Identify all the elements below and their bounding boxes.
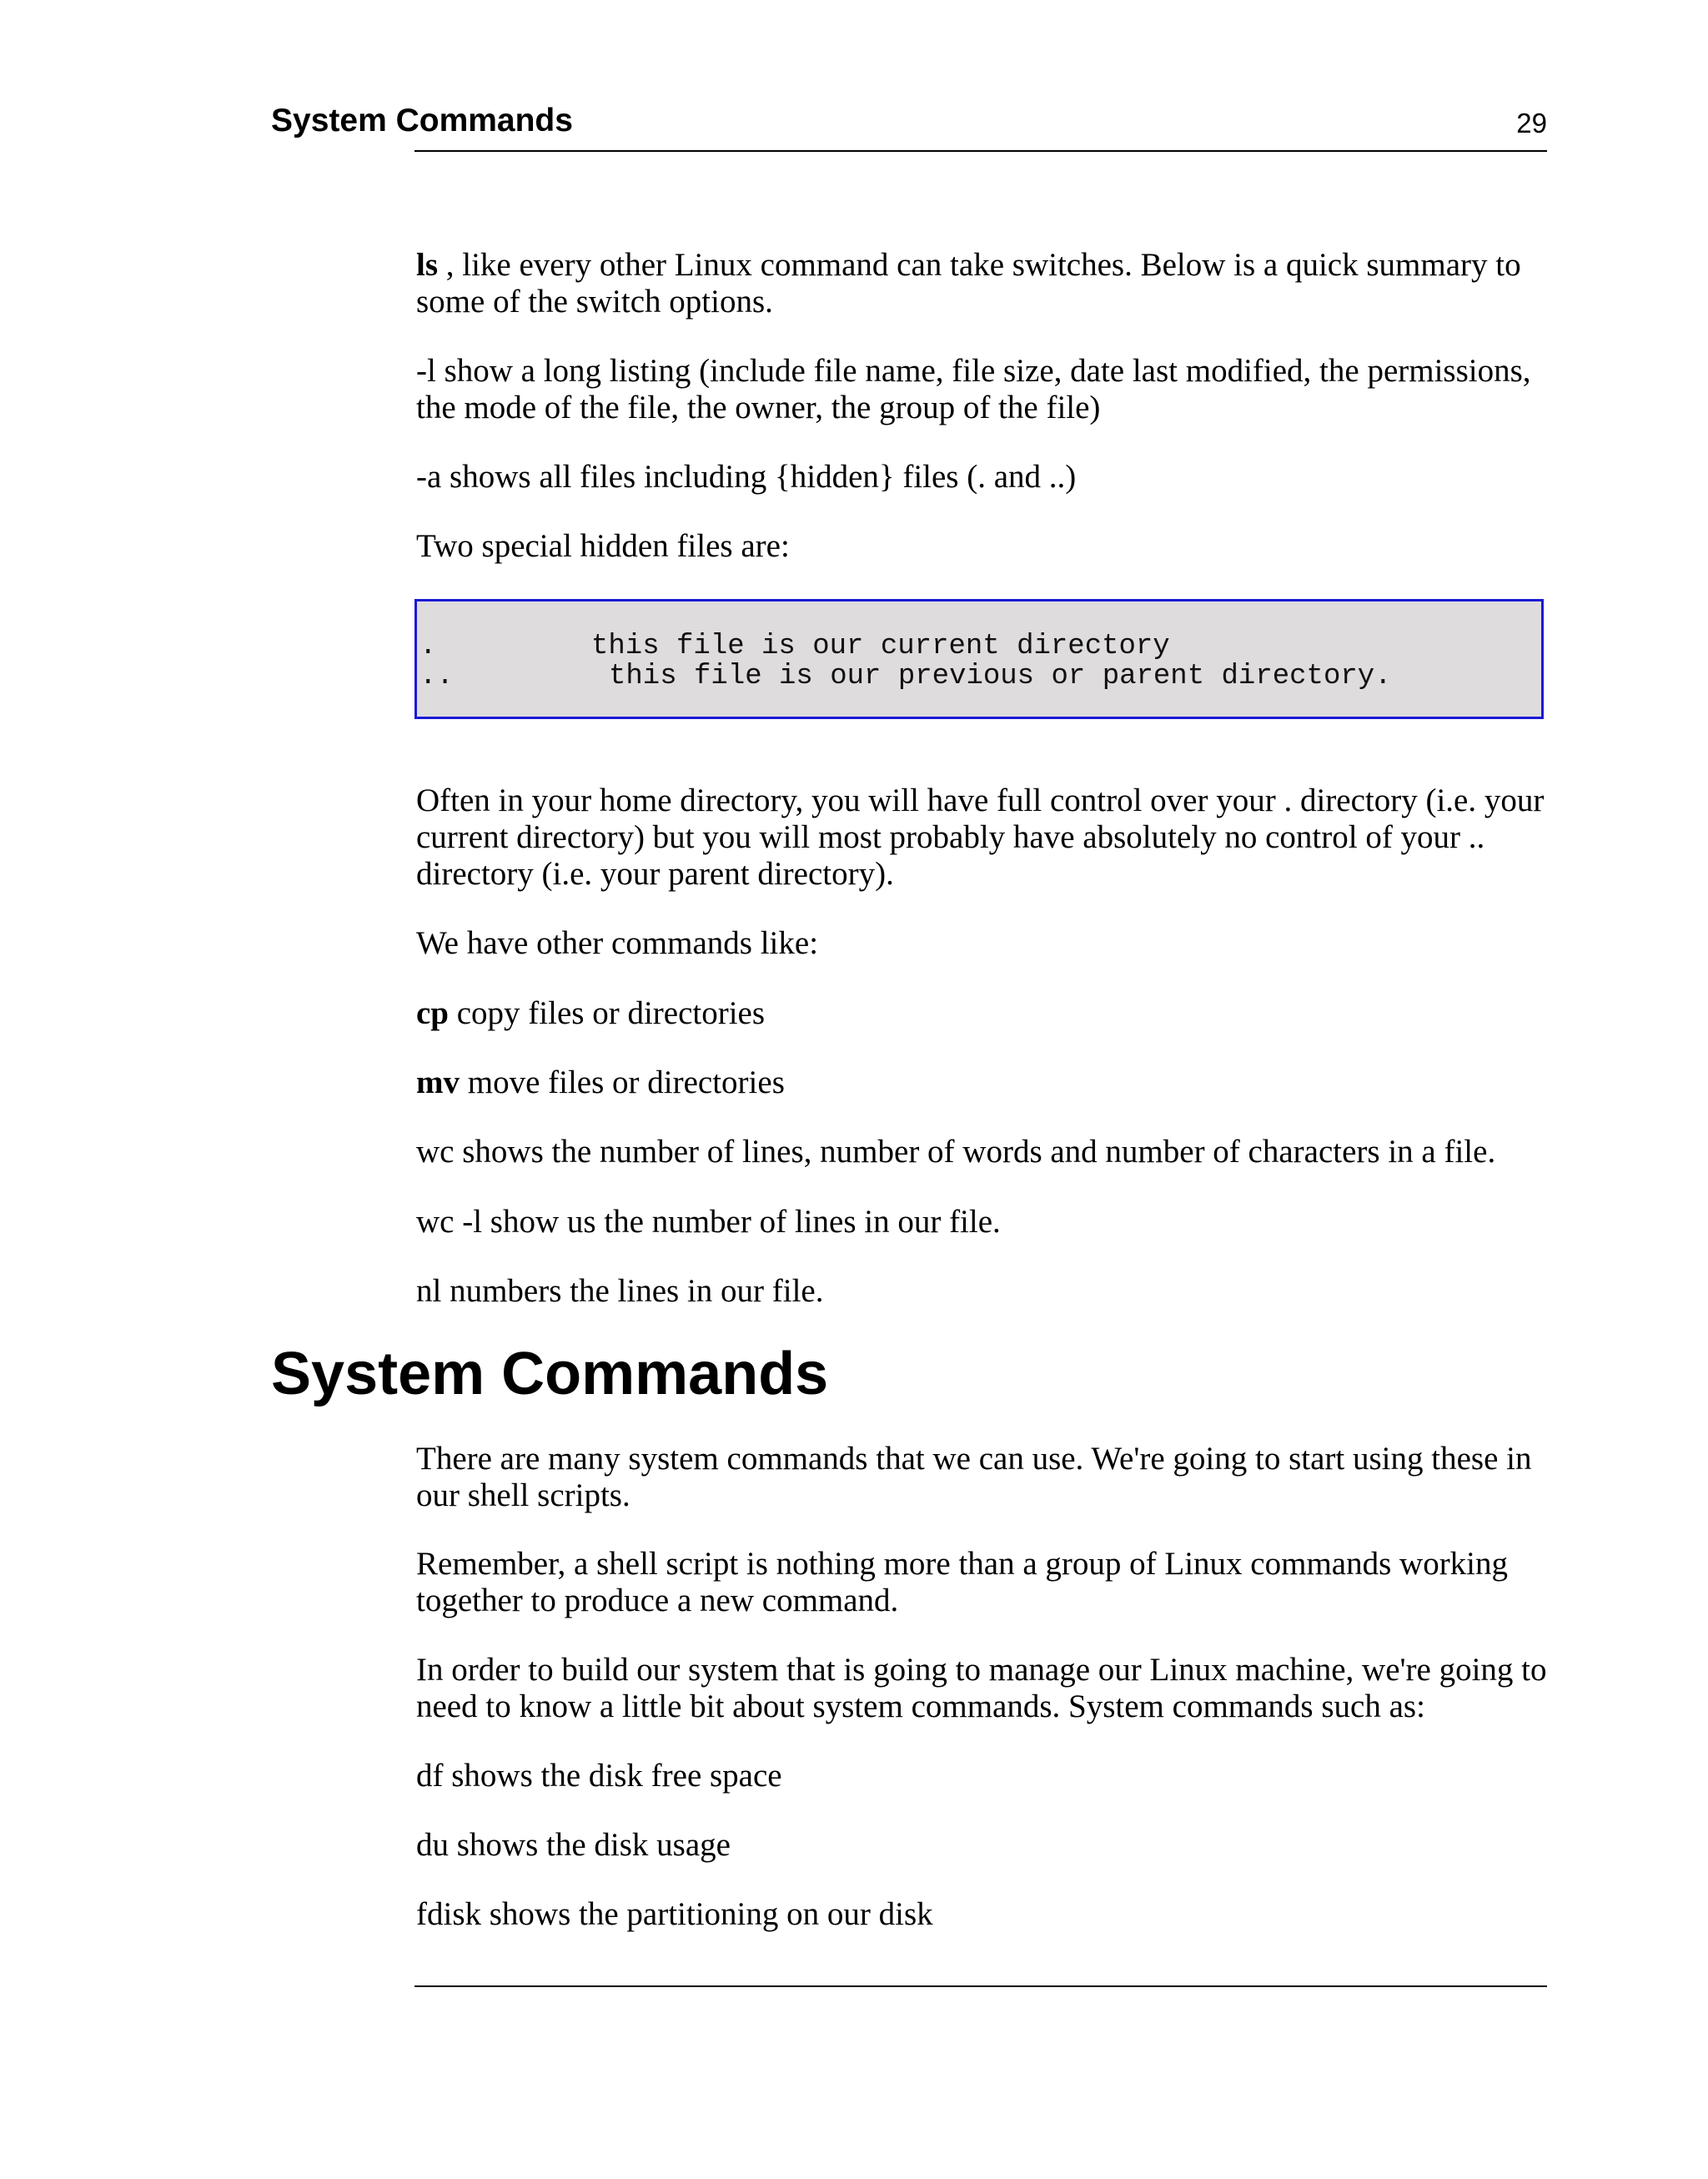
code-row-parent: [419, 661, 1392, 782]
code-row-desc: this file is our current directory: [591, 631, 1170, 662]
page-number: 29: [1516, 108, 1547, 138]
shell-script-paragraph: Remember, a shell script is nothing more than a group of Linux commands working together to produce a new command.: [416, 1546, 1509, 1618]
wc-l-paragraph: wc -l show us the number of lines in our file.: [416, 1204, 1001, 1240]
section-heading: System Commands: [271, 1341, 829, 1407]
fdisk-paragraph: fdisk shows the partitioning on our disk: [416, 1896, 933, 1932]
system-commands-intro: There are many system commands that we can use. We're going to start using these in our shell scripts.: [416, 1441, 1532, 1513]
cp-paragraph: [416, 995, 1547, 1032]
option-a-paragraph: -a shows all files including {hidden} files (. and ..): [416, 459, 1077, 495]
footer-rule: [414, 1985, 1547, 1987]
code-block: [414, 599, 1544, 719]
mv-command: mv: [416, 1064, 460, 1100]
option-l-paragraph: -l show a long listing (include file name, file size, date last modified, the permissions, the mode of the file, the owner, the group of the file): [416, 353, 1531, 425]
mv-description: move files or directories: [460, 1064, 785, 1100]
manage-system-paragraph: In order to build our system that is going to manage our Linux machine, we're going to need to know a little bit about system commands. System commands such as:: [416, 1652, 1547, 1724]
code-row-name: ..: [419, 661, 454, 692]
ls-command: ls: [416, 247, 439, 283]
cp-command: cp: [416, 995, 449, 1031]
hidden-files-intro: Two special hidden files are:: [416, 528, 790, 564]
header-rule: [414, 150, 1547, 152]
du-paragraph: du shows the disk usage: [416, 1827, 731, 1863]
directory-control-paragraph: Often in your home directory, you will have full control over your . directory (i.e. your current directory) but you will most probably have absolutely no control of your .. directory (i.e. your parent directory).: [416, 783, 1545, 892]
running-header: [271, 100, 1547, 147]
df-paragraph: df shows the disk free space: [416, 1758, 782, 1794]
nl-paragraph: nl numbers the lines in our file.: [416, 1273, 824, 1309]
ls-paragraph: [416, 247, 1547, 320]
ls-description: , like every other Linux command can take switches. Below is a quick summary to some of the switch options.: [416, 247, 1521, 320]
running-title: System Commands: [271, 103, 573, 138]
cp-description: copy files or directories: [449, 995, 766, 1031]
other-commands-intro: We have other commands like:: [416, 925, 819, 961]
code-row-desc: this file is our previous or parent directory.: [609, 661, 1392, 692]
wc-paragraph: wc shows the number of lines, number of words and number of characters in a file.: [416, 1134, 1496, 1170]
mv-paragraph: [416, 1064, 1547, 1101]
code-row-name: .: [419, 631, 437, 662]
